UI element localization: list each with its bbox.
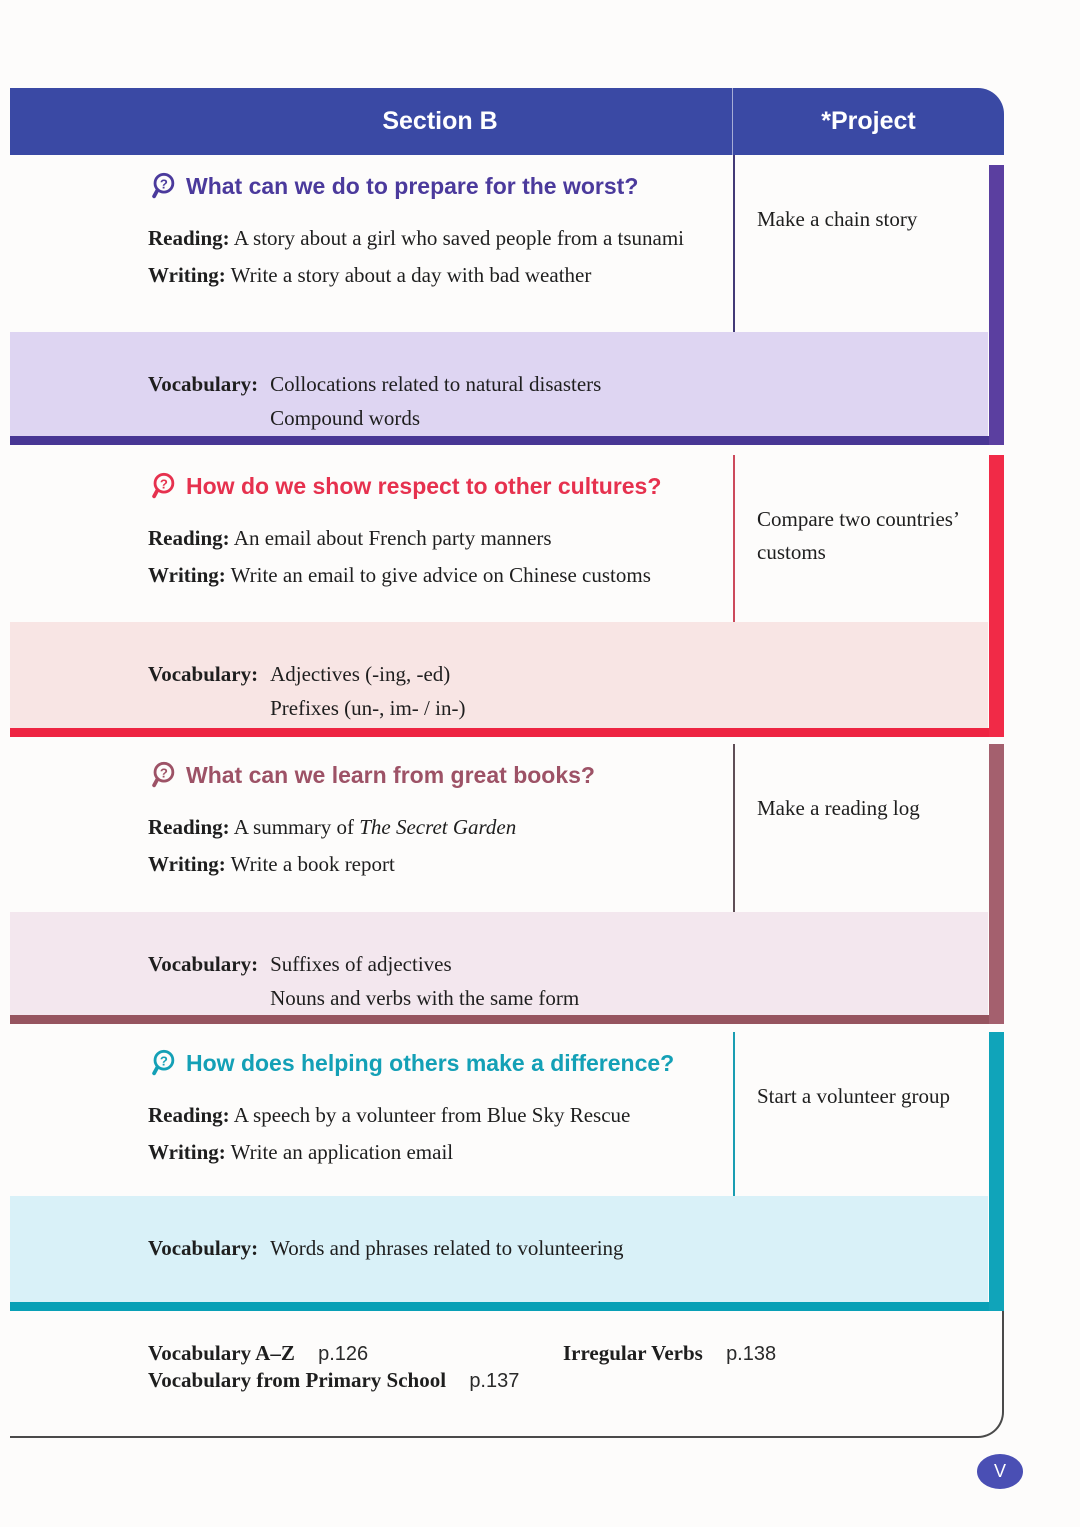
writing-label: Writing:: [148, 263, 226, 288]
vocabulary-line: Suffixes of adjectives: [270, 952, 452, 976]
unit-3-vocabulary-band: [10, 912, 988, 1015]
unit-block-4: [10, 1032, 1004, 1311]
footer-entry-irregular-verbs: [563, 1341, 776, 1366]
svg-text:?: ?: [159, 1053, 168, 1069]
unit-1-vocabulary-band: [10, 332, 988, 436]
table-header-row: [10, 88, 1004, 155]
unit-4-project-text: Start a volunteer group: [757, 1084, 951, 1108]
footer-left-column: [148, 1341, 563, 1393]
unit-2-project-text: Compare two countries’ customs: [757, 507, 959, 564]
unit-2-reading-line: [148, 525, 723, 552]
unit-3-question-heading: [148, 760, 723, 790]
footer-entry-page: p.138: [726, 1343, 777, 1365]
vocabulary-line: Nouns and verbs with the same form: [270, 985, 580, 1010]
section-b-label: Section B: [382, 107, 498, 135]
vocabulary-label: Vocabulary:: [148, 372, 259, 396]
vocabulary-line: Compound words: [270, 405, 421, 430]
vocabulary-line: Collocations related to natural disasters: [270, 372, 602, 396]
unit-4-writing-text: Write an application email: [230, 1140, 454, 1165]
section-b-header-cell: [10, 88, 733, 155]
unit-1-reading-text: A story about a girl who saved people from a tsunami: [233, 226, 685, 250]
vocabulary-label: Vocabulary:: [148, 952, 259, 976]
unit-1-writing-text: Write a story about a day with bad weather: [230, 263, 592, 288]
magnifier-question-icon: [148, 760, 178, 790]
vocabulary-label: Vocabulary:: [148, 662, 259, 686]
unit-block-1: [10, 155, 1004, 445]
toc-card: [10, 88, 1004, 1438]
reading-label: Reading:: [148, 815, 230, 839]
unit-1-project-cell: [733, 155, 1004, 332]
unit-2-question-text: How do we show respect to other cultures?: [186, 472, 662, 499]
vocabulary-line: Prefixes (un-, im- / in-): [270, 695, 466, 720]
reading-label: Reading:: [148, 526, 230, 550]
unit-4-writing-line: [148, 1139, 723, 1166]
reading-label: Reading:: [148, 226, 230, 250]
page-number-badge: [977, 1454, 1023, 1489]
unit-3-vocabulary-lines: [270, 948, 579, 1015]
magnifier-question-icon: [148, 1048, 178, 1078]
unit-4-question-heading: [148, 1048, 723, 1078]
footer-entry-page: p.126: [318, 1343, 369, 1365]
footer-right-column: [563, 1341, 776, 1366]
unit-4-reading-line: [148, 1102, 723, 1129]
unit-4-reading-text: A speech by a volunteer from Blue Sky Rescue: [233, 1103, 631, 1127]
unit-2-main: [10, 455, 733, 622]
unit-4-main: [10, 1032, 733, 1196]
unit-4-question-text: How does helping others make a difference?: [186, 1049, 675, 1076]
unit-1-side-accent-bar: [989, 165, 1004, 445]
unit-2-vocabulary-band: [10, 622, 988, 728]
svg-text:?: ?: [159, 476, 168, 492]
svg-text:?: ?: [159, 765, 168, 781]
unit-1-reading-line: [148, 225, 723, 252]
footer-entry-vocab-primary: [148, 1368, 563, 1393]
unit-2-writing-line: [148, 562, 723, 589]
unit-1-bottom-accent-bar: [10, 436, 1004, 445]
reference-footer: [10, 1311, 1004, 1438]
unit-3-body: [10, 744, 1004, 912]
unit-4-vocabulary-lines: [270, 1232, 623, 1302]
footer-entry-page: p.137: [469, 1370, 520, 1392]
unit-3-writing-line: [148, 851, 723, 878]
unit-1-question-text: What can we do to prepare for the worst?: [186, 172, 639, 199]
unit-3-bottom-accent-bar: [10, 1015, 1004, 1024]
unit-block-2: [10, 455, 1004, 737]
unit-1-writing-line: [148, 262, 723, 289]
footer-entry-title: Irregular Verbs: [563, 1341, 703, 1365]
unit-2-question-heading: [148, 471, 723, 501]
vocabulary-label: Vocabulary:: [148, 1236, 259, 1260]
unit-3-reading-text: A summary of: [233, 815, 360, 839]
unit-4-body: [10, 1032, 1004, 1196]
unit-block-3: [10, 744, 1004, 1024]
unit-3-side-accent-bar: [989, 744, 1004, 1024]
unit-3-project-text: Make a reading log: [757, 796, 920, 820]
unit-2-bottom-accent-bar: [10, 728, 1004, 737]
unit-1-vocabulary-lines: [270, 368, 601, 436]
project-header-cell: [733, 88, 1004, 155]
unit-3-writing-text: Write a book report: [230, 852, 395, 877]
unit-2-project-cell: [733, 455, 1004, 622]
unit-3-project-cell: [733, 744, 1004, 912]
unit-2-body: [10, 455, 1004, 622]
writing-label: Writing:: [148, 852, 226, 877]
vocabulary-line: Adjectives (-ing, -ed): [270, 662, 451, 686]
unit-4-side-accent-bar: [989, 1032, 1004, 1311]
unit-2-reading-text: An email about French party manners: [233, 526, 552, 550]
unit-4-vocabulary-band: [10, 1196, 988, 1302]
unit-1-question-heading: [148, 171, 723, 201]
unit-2-side-accent-bar: [989, 455, 1004, 737]
footer-entry-title: Vocabulary from Primary School: [148, 1368, 447, 1392]
reading-label: Reading:: [148, 1103, 230, 1127]
project-label: *Project: [821, 107, 916, 135]
unit-1-project-text: Make a chain story: [757, 207, 918, 231]
page-number: V: [993, 1461, 1006, 1481]
unit-4-project-cell: [733, 1032, 1004, 1196]
magnifier-question-icon: [148, 171, 178, 201]
footer-entry-title: Vocabulary A–Z: [148, 1341, 295, 1365]
footer-entry-vocab-az: [148, 1341, 563, 1366]
unit-3-question-text: What can we learn from great books?: [186, 761, 595, 788]
unit-1-main: [10, 155, 733, 332]
unit-4-bottom-accent-bar: [10, 1302, 1004, 1311]
unit-1-body: [10, 155, 1004, 332]
unit-3-reading-book-title: The Secret Garden: [359, 815, 517, 839]
writing-label: Writing:: [148, 563, 226, 588]
writing-label: Writing:: [148, 1140, 226, 1165]
unit-2-vocabulary-lines: [270, 658, 465, 728]
unit-3-main: [10, 744, 733, 912]
unit-3-reading-line: [148, 814, 723, 841]
svg-text:?: ?: [159, 176, 168, 192]
magnifier-question-icon: [148, 471, 178, 501]
unit-2-writing-text: Write an email to give advice on Chinese customs: [230, 563, 651, 588]
vocabulary-line: Words and phrases related to volunteering: [270, 1236, 624, 1260]
